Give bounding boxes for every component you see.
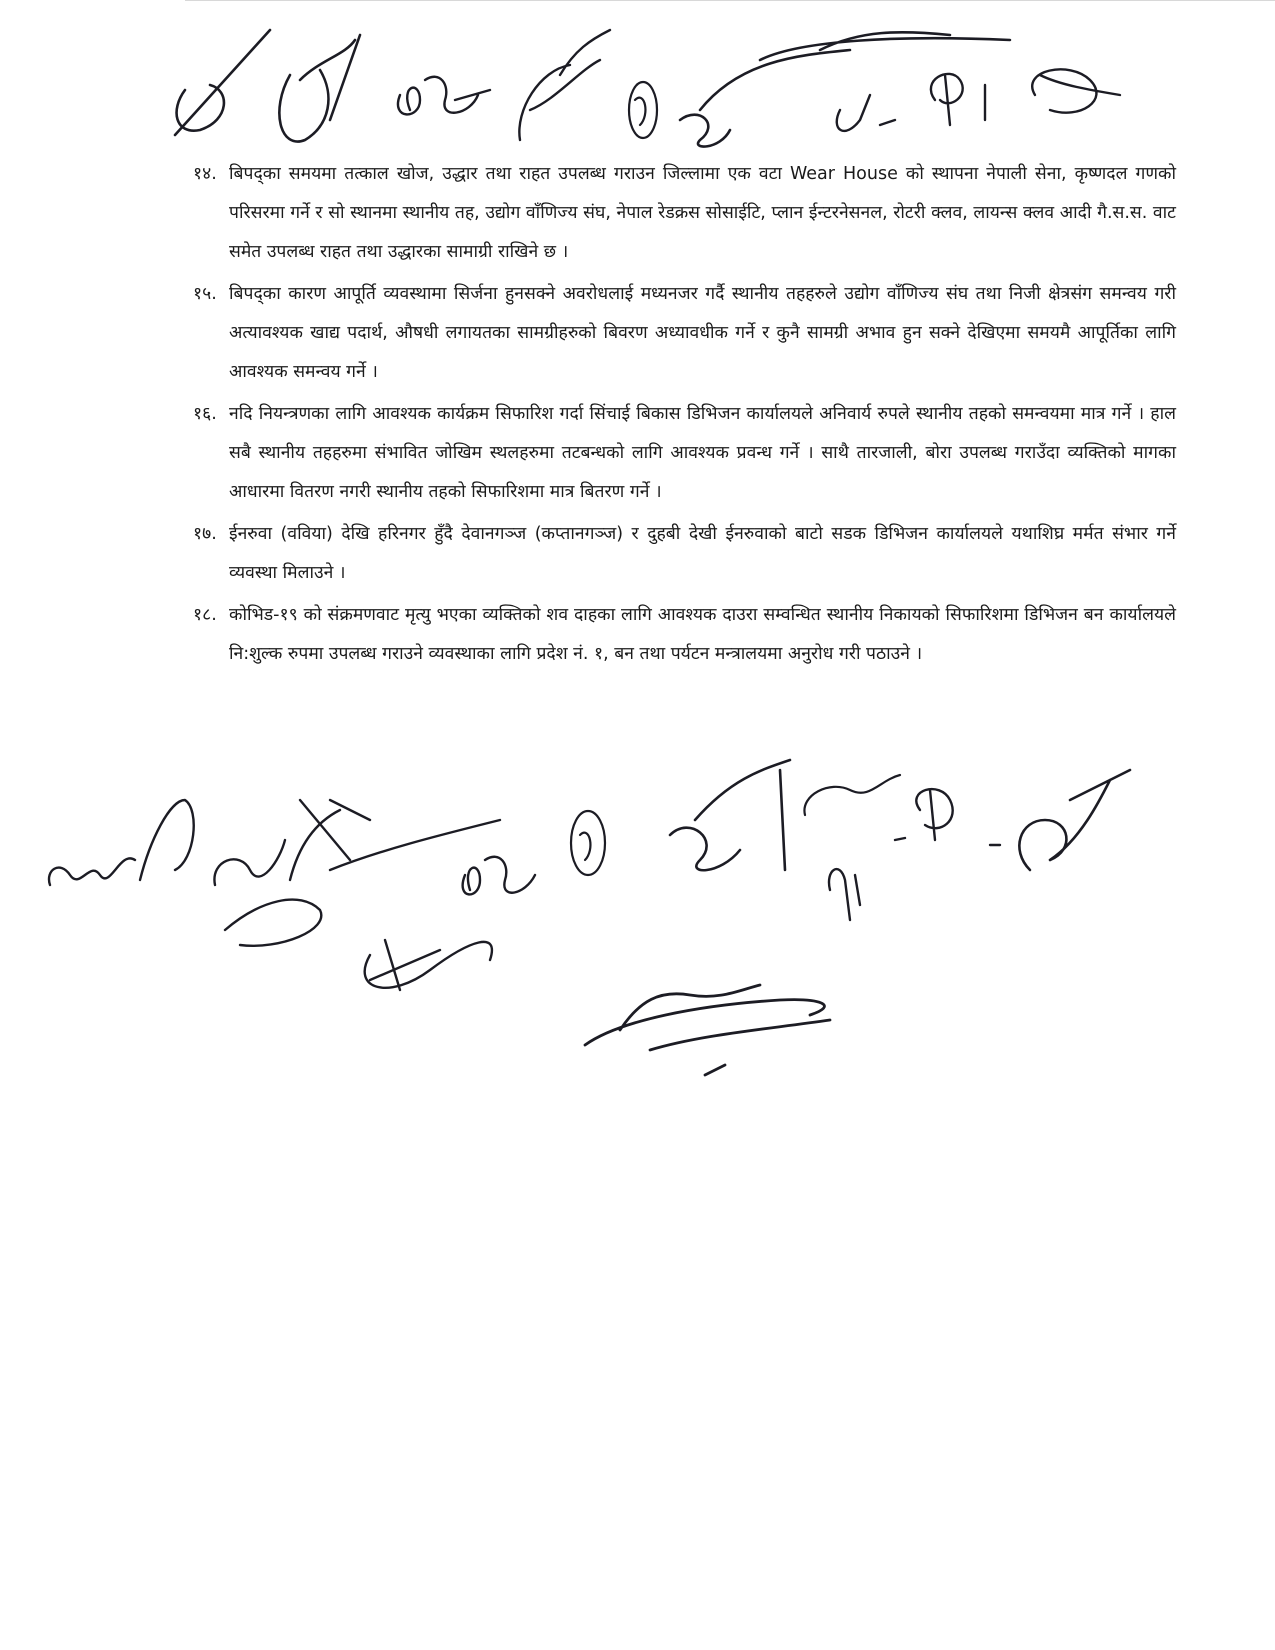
signature-bottom-2 bbox=[214, 800, 370, 885]
signature-top-4 bbox=[519, 30, 610, 140]
item-number: १७. bbox=[193, 524, 217, 544]
signature-top-2 bbox=[279, 35, 360, 142]
signature-top-1 bbox=[175, 30, 270, 135]
item-text: कोभिड-१९ को संक्रमणवाट मृत्यु भएका व्यक्तिको शव दाहका लागि आवश्यक दाउरा सम्वन्धित स्थानीय निकायको सिफारिशमा डिभिजन बन कार्यालयले नि:शुल्क रुपमा उपलब्ध गराउने व्यवस्थाका लागि प्रदेश नं. १, बन तथा पर्यटन मन्त्रालयमा अनुरोध गरी पठाउने । bbox=[229, 605, 1176, 664]
signature-top-8 bbox=[931, 74, 985, 125]
signature-bottom-10 bbox=[895, 789, 1000, 845]
signature-top-6 bbox=[680, 32, 1010, 146]
item-17 bbox=[193, 515, 1176, 593]
item-16 bbox=[193, 395, 1176, 512]
signature-top-5 bbox=[629, 82, 657, 138]
signature-top-7 bbox=[837, 95, 895, 131]
item-text: नदि नियन्त्रणका लागि आवश्यक कार्यक्रम सिफारिश गर्दा सिंचाई बिकास डिभिजन कार्यालयले अनिवार्य रुपले स्थानीय तहको समन्वयमा मात्र गर्ने । हाल सबै स्थानीय तहहरुमा संभावित जोखिम स्थलहरुमा तटबन्धको लागि आवश्यक प्रवन्ध गर्ने । साथै तारजाली, बोरा उपलब्ध गराउँदा व्यक्तिको मागका आधारमा वितरण नगरी स्थानीय तहको सिफारिशमा मात्र बितरण गर्ने । bbox=[229, 404, 1176, 502]
signature-bottom-7 bbox=[670, 760, 790, 870]
item-text: बिपद्का कारण आपूर्ति व्यवस्थामा सिर्जना हुनसक्ने अवरोधलाई मध्यनजर गर्दै स्थानीय तहहरुले उद्योग वाँणिज्य संघ तथा निजी क्षेत्रसंग समन्वय गरी अत्यावश्यक खाद्य पदार्थ, औषधी लगायतका सामग्रीहरुको बिवरण अध्यावधीक गर्ने र कुनै सामग्री अभाव हुन सक्ने देखिएमा समयमै आपूर्तिका लागि आवश्यक समन्वय गर्ने । bbox=[229, 284, 1176, 382]
item-14 bbox=[193, 155, 1176, 272]
item-15 bbox=[193, 275, 1176, 392]
signature-top-3 bbox=[398, 77, 490, 115]
signature-bottom-3 bbox=[225, 820, 500, 946]
signature-bottom-4 bbox=[463, 857, 535, 895]
signature-top-9 bbox=[1032, 69, 1120, 112]
item-number: १८. bbox=[193, 605, 217, 625]
item-number: १६. bbox=[193, 404, 217, 424]
signature-bottom-5 bbox=[365, 940, 492, 990]
item-number: १४. bbox=[193, 164, 217, 184]
signature-bottom-6 bbox=[571, 811, 605, 875]
signature-bottom-1 bbox=[49, 800, 194, 885]
signature-bottom-8 bbox=[804, 775, 900, 815]
signature-bottom-11 bbox=[1019, 770, 1130, 870]
item-text: बिपद्का समयमा तत्काल खोज, उद्धार तथा राहत उपलब्ध गराउन जिल्लामा एक वटा Wear House को स्थापना नेपाली सेना, कृष्णदल गणको परिसरमा गर्ने र सो स्थानमा स्थानीय तह, उद्योग वाँणिज्य संघ, नेपाल रेडक्रस सोसाईटि, प्लान ईन्टरनेसनल, रोटरी क्लव, लायन्स क्लव आदी गै.स.स. वाट समेत उपलब्ध राहत तथा उद्धारका सामाग्री राखिने छ । bbox=[229, 164, 1176, 262]
item-18 bbox=[193, 596, 1176, 674]
signature-bottom-12 bbox=[585, 985, 830, 1075]
item-text: ईनरुवा (वविया) देखि हरिनगर हुँदै देवानगञ्ज (कप्तानगञ्ज) र दुहबी देखी ईनरुवाको बाटो सडक डिभिजन कार्यालयले यथाशिघ्र मर्मत संभार गर्ने व्यवस्था मिलाउने । bbox=[229, 524, 1176, 583]
document-body bbox=[193, 155, 1176, 677]
signature-bottom-9 bbox=[829, 869, 860, 920]
item-number: १५. bbox=[193, 284, 217, 304]
